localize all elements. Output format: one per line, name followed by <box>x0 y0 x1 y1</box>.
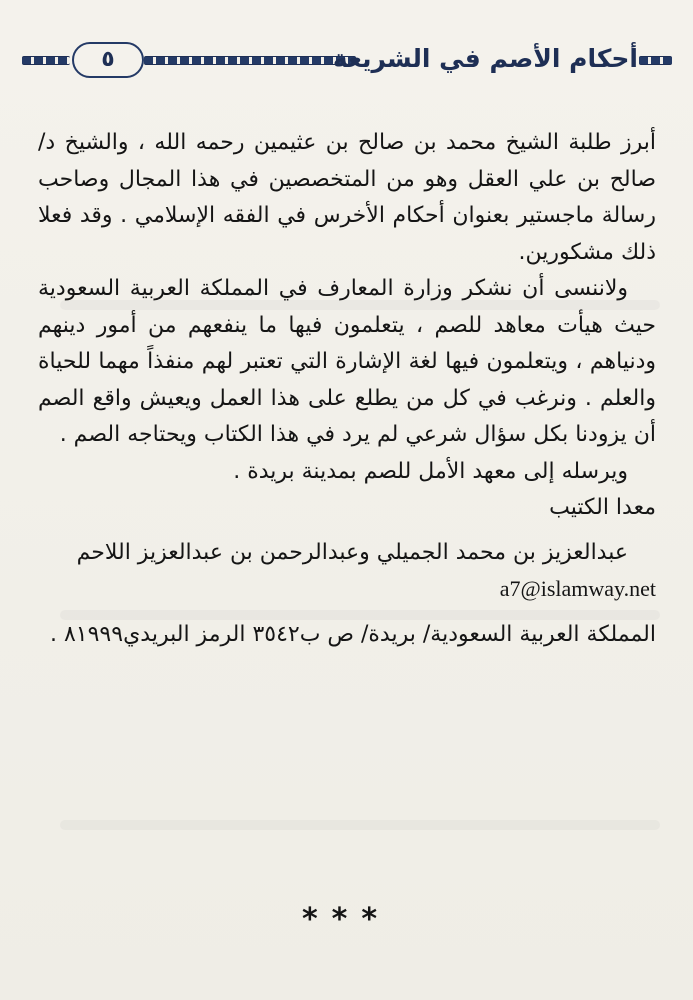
authors-heading: معدا الكتيب <box>549 495 656 520</box>
end-mark: *** <box>301 902 392 937</box>
email-line <box>38 571 656 609</box>
decorative-rope-middle <box>144 56 356 65</box>
paragraph: أبرز طلبة الشيخ محمد بن صالح بن عثيمين رحمه الله ، والشيخ د/ صالح بن علي العقل وهو من المتخصصين في هذا المجال وصاحب رسالة ماجستير بعنوان أحكام الأخرس في الفقه الإسلامي . وقد فعلا ذلك مشكورين. <box>38 130 656 265</box>
email-address[interactable]: a7@islamway.net <box>499 576 656 601</box>
authors-names: عبدالعزيز بن محمد الجميلي وعبدالرحمن بن عبدالعزيز اللاحم <box>76 539 628 565</box>
decorative-rope-right <box>639 56 672 65</box>
running-title: أحكام الأصم في الشريعة <box>332 44 638 73</box>
page-header <box>22 40 672 78</box>
paragraph: ولاننسى أن نشكر وزارة المعارف في المملكة العربية السعودية حيث هيأت معاهد للصم ، يتعلمون فيها ما ينفعهم من أمور دينهم ودنياهم ، ويتعلمون فيها لغة الإشارة التي تعتبر لهم منفذاً مهما للحياة والعلم . ونرغب في كل من يطلع على هذا العمل ويعيش واقع الصم أن يزودنا بكل سؤال شرعي لم يرد في هذا الكتاب ويحتاجه الصم . <box>38 276 656 447</box>
page-number: ٥ <box>72 42 144 78</box>
paragraph: ويرسله إلى معهد الأمل للصم بمدينة بريدة . <box>233 458 628 484</box>
decorative-rope-left <box>22 56 70 65</box>
body-text <box>38 125 656 653</box>
show-through-line <box>60 820 660 830</box>
postal-address: المملكة العربية السعودية/ بريدة/ ص ب٣٥٤٢ الرمز البريدي٨١٩٩٩ . <box>49 621 656 647</box>
